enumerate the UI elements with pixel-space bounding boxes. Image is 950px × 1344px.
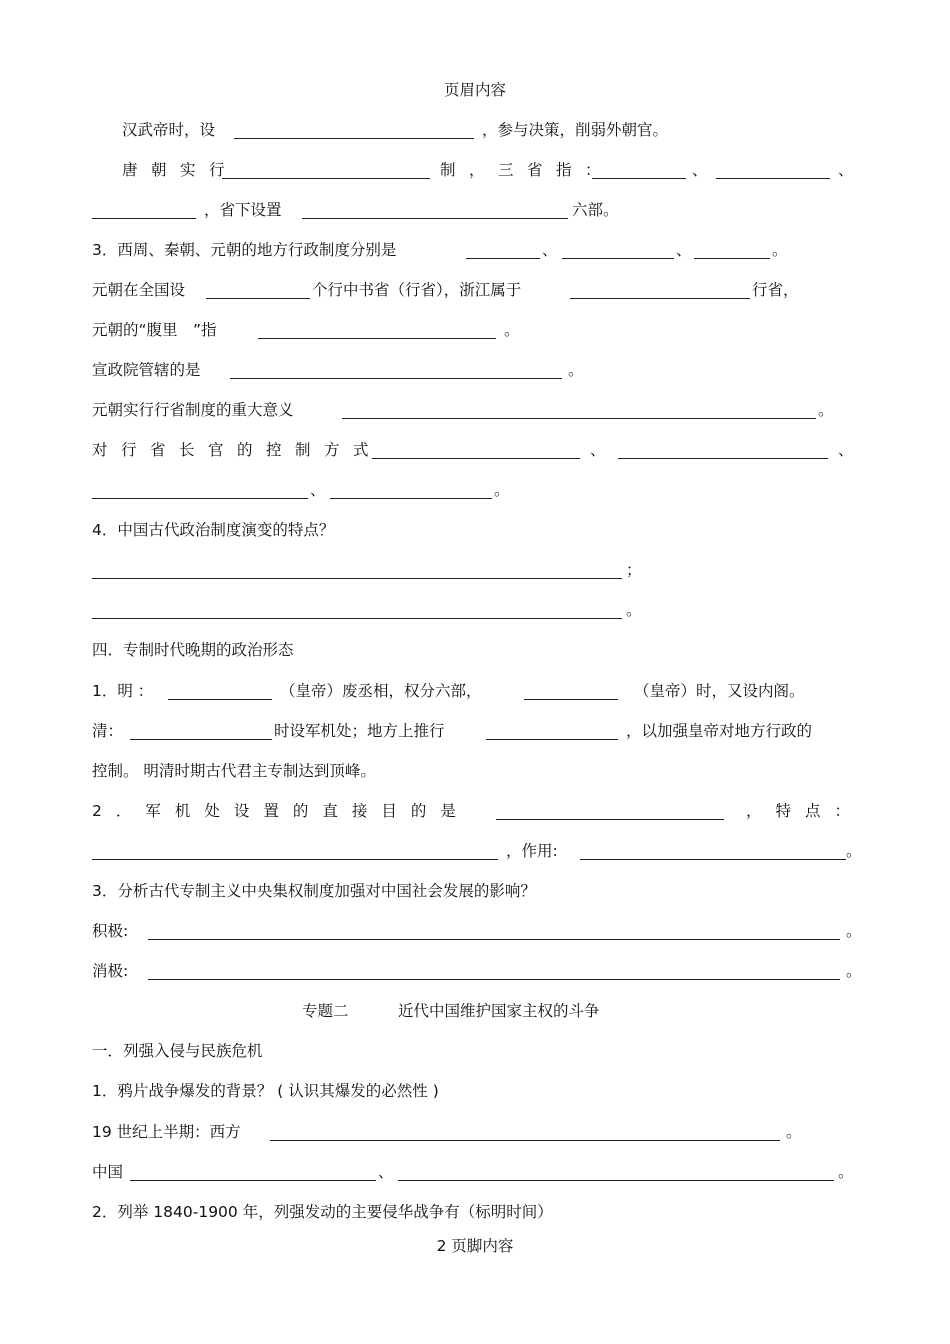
blank-field[interactable]	[258, 324, 496, 339]
blank-field[interactable]	[592, 164, 686, 179]
text: 19 世纪上半期：西方	[92, 1123, 241, 1141]
text: 时设军机处；地方上推行	[274, 722, 445, 740]
blank-field[interactable]	[486, 725, 618, 740]
text: ；	[626, 561, 642, 579]
text: 。	[846, 962, 862, 980]
text: 元朝的“腹里 ”指	[92, 321, 217, 339]
blank-field[interactable]	[222, 164, 430, 179]
text: 。	[818, 401, 834, 419]
text: 。	[568, 361, 584, 379]
text: 3．西周、秦朝、元朝的地方行政制度分别是	[92, 241, 397, 259]
text: 。	[846, 842, 862, 860]
section-heading: 一．列强入侵与民族危机	[92, 1042, 263, 1060]
blank-field[interactable]	[372, 444, 580, 459]
blank-field[interactable]	[342, 404, 816, 419]
text: 、	[378, 1163, 394, 1181]
text: 积极:	[92, 922, 129, 940]
blank-field[interactable]	[92, 604, 622, 619]
text: 。	[786, 1123, 802, 1141]
blank-field[interactable]	[230, 364, 562, 379]
text: 1．明 ：	[92, 682, 154, 700]
blank-field[interactable]	[234, 124, 474, 139]
text: 。	[846, 922, 862, 940]
blank-field[interactable]	[330, 484, 492, 499]
text: 宣政院管辖的是	[92, 361, 201, 379]
blank-field[interactable]	[716, 164, 830, 179]
blank-field[interactable]	[148, 925, 840, 940]
text: ，参与决策，削弱外朝官。	[482, 121, 669, 139]
blank-field[interactable]	[92, 564, 622, 579]
blank-field[interactable]	[206, 284, 310, 299]
blank-field[interactable]	[496, 805, 724, 820]
text: 、	[590, 441, 606, 459]
text: 元朝在全国设	[92, 281, 186, 299]
blank-field[interactable]	[580, 845, 846, 860]
blank-field[interactable]	[524, 685, 618, 700]
text: 唐朝实行	[122, 161, 239, 179]
blank-field[interactable]	[92, 484, 308, 499]
text: 对行省长官的控制方式	[92, 441, 383, 459]
text: ，以加强皇帝对地方行政的	[626, 722, 813, 740]
blank-field[interactable]	[398, 1166, 834, 1181]
text: 2．列举 1840-1900 年，列强发动的主要侵华战争有（标明时间）	[92, 1203, 553, 1221]
page-footer: 2 页脚内容	[436, 1237, 514, 1255]
text: ，省下设置	[204, 201, 282, 219]
blank-field[interactable]	[92, 204, 196, 219]
text: 控制。 明清时期古代君主专制达到顶峰。	[92, 762, 376, 780]
blank-field[interactable]	[130, 725, 272, 740]
text: 中国	[92, 1163, 124, 1181]
topic-label: 专题二	[302, 1002, 349, 1020]
topic-title: 近代中国维护国家主权的斗争	[398, 1002, 600, 1020]
section-heading: 四．专制时代晚期的政治形态	[92, 641, 294, 659]
text: 六部。	[572, 201, 619, 219]
blank-field[interactable]	[302, 204, 568, 219]
text: 1．鸦片战争爆发的背景？ ( 认识其爆发的必然性 )	[92, 1082, 439, 1100]
page-header: 页眉内容	[443, 81, 506, 99]
blank-field[interactable]	[148, 965, 840, 980]
text: 、	[542, 241, 558, 259]
text: ，特点：	[746, 802, 865, 820]
blank-field[interactable]	[92, 845, 498, 860]
blank-field[interactable]	[570, 284, 750, 299]
blank-field[interactable]	[618, 444, 828, 459]
text: 元朝实行行省制度的重大意义	[92, 401, 294, 419]
blank-field[interactable]	[694, 244, 770, 259]
blank-field[interactable]	[562, 244, 674, 259]
text: 、	[310, 481, 326, 499]
text: 清：	[92, 722, 124, 740]
text: 。	[772, 241, 788, 259]
text: 、	[838, 161, 854, 179]
text: （皇帝）废丞相，权分六部，	[280, 682, 482, 700]
blank-field[interactable]	[168, 685, 272, 700]
blank-field[interactable]	[466, 244, 540, 259]
text: 4．中国古代政治制度演变的特点？	[92, 521, 335, 539]
text: 。	[838, 1163, 854, 1181]
text: 汉武帝时，设	[122, 121, 216, 139]
text: 。	[626, 601, 642, 619]
text: 。	[504, 321, 520, 339]
text: 、	[676, 241, 692, 259]
text: 行省，	[752, 281, 799, 299]
text: 3．分析古代专制主义中央集权制度加强对中国社会发展的影响？	[92, 882, 536, 900]
text: 。	[494, 481, 510, 499]
text: 、	[838, 441, 854, 459]
blank-field[interactable]	[270, 1126, 780, 1141]
text: 制，三省指：	[440, 161, 615, 179]
text: 个行中书省（行省），浙江属于	[312, 281, 522, 299]
text: 2．军机处设置的直接目的是	[92, 802, 470, 820]
text: 、	[692, 161, 708, 179]
blank-field[interactable]	[130, 1166, 376, 1181]
text: （皇帝）时，又设内阁。	[634, 682, 805, 700]
text: 消极:	[92, 962, 129, 980]
text: ，作用:	[506, 842, 558, 860]
